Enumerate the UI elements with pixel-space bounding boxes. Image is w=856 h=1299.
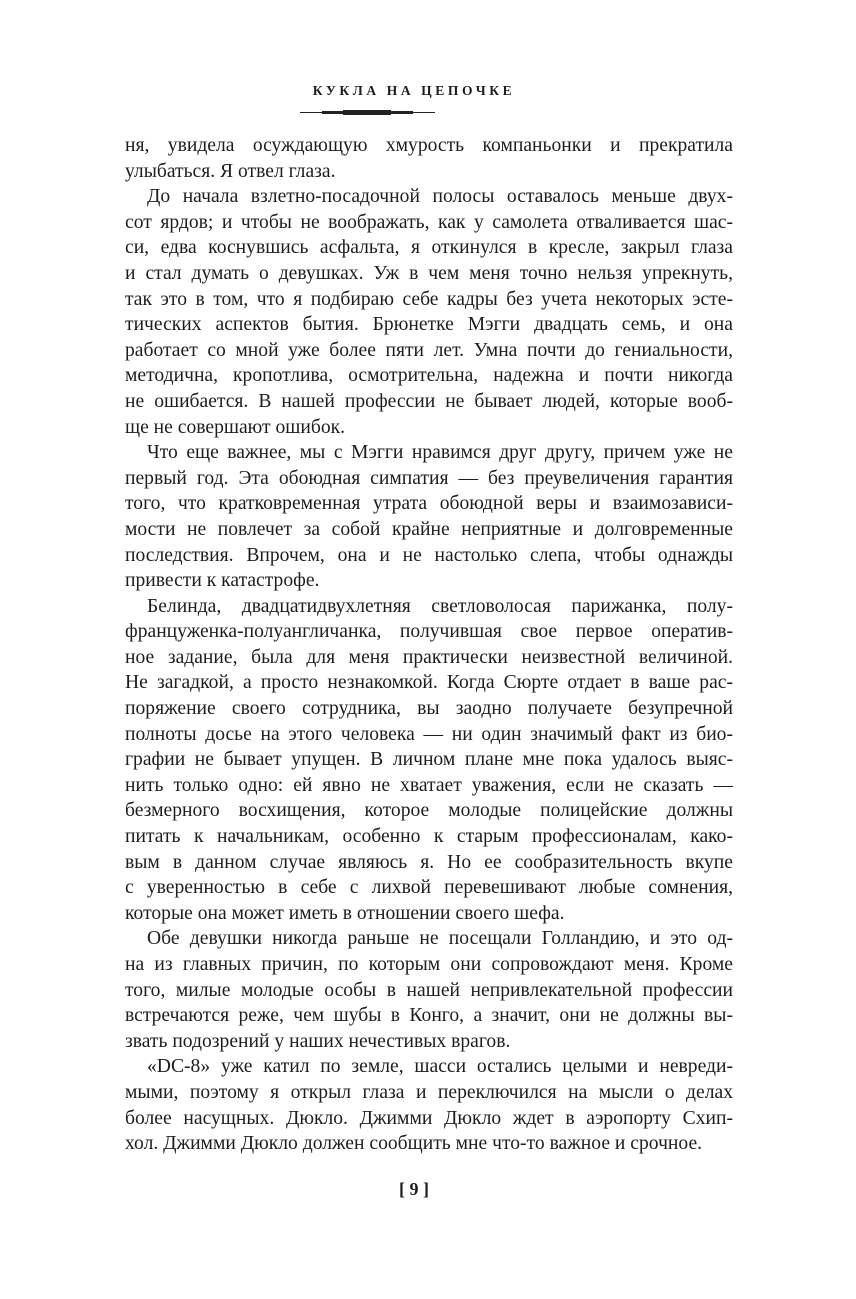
paragraph: [125, 1054, 733, 1156]
header-rule-core: [343, 110, 391, 115]
text-line: поряжение своего сотрудника, вы заодно получаете безупречной: [125, 698, 733, 720]
text-line: Что еще важнее, мы с Мэгги нравимся друг другу, причем уже не: [147, 442, 733, 464]
text-line: последствия. Впрочем, она и не настолько слепа, чтобы однажды: [125, 544, 733, 566]
text-line: звать подозрений у наших нечестивых врагов.: [125, 1030, 511, 1052]
text-line: тических аспектов бытия. Брюнетке Мэгги двадцать семь, и она: [125, 314, 733, 336]
text-line: ня, увидела осуждающую хмурость компаньонки и прекратила: [125, 135, 733, 156]
text-line: того, что кратковременная утрата обоюдной веры и взаимозависи-: [125, 493, 733, 515]
text-line: сот ярдов; и чтобы не воображать, как у самолета отваливается шас-: [125, 211, 733, 233]
text-line: так это в том, что я подбираю себе кадры без учета некоторых эсте-: [125, 288, 733, 310]
body-text: [125, 133, 733, 1157]
text-line: француженка-полуангличанка, получившая свое первое оператив-: [125, 621, 733, 643]
text-line: графии не бывает упущен. В личном плане мне пока удалось выяс-: [125, 749, 733, 771]
text-line: и стал думать о девушках. Уж в чем меня точно нельзя упрекнуть,: [125, 262, 733, 284]
paragraph: [125, 594, 733, 927]
text-line: До начала взлетно-посадочной полосы оставалось меньше двух-: [147, 186, 733, 208]
text-line: которые она может иметь в отношении своего шефа.: [125, 902, 565, 924]
text-line: Обе девушки никогда раньше не посещали Голландию, и это од-: [147, 928, 733, 950]
text-line: «DC-8» уже катил по земле, шасси остались целыми и невреди-: [147, 1056, 733, 1078]
text-line: нить только одно: ей явно не хватает уважения, если не сказать —: [125, 774, 733, 796]
text-line: встречаются реже, чем шубы в Конго, а значит, они не должны вы-: [125, 1005, 733, 1027]
text-line: безмерного восхищения, которое молодые полицейские должны: [125, 800, 733, 822]
text-line: ное задание, была для меня практически неизвестной величиной.: [125, 646, 733, 668]
text-line: си, едва коснувшись асфальта, я откинулся в кресле, закрыл глаза: [125, 237, 733, 259]
text-line: привести к катастрофе.: [125, 570, 320, 592]
text-line: мости не повлечет за собой крайне неприятные и долговременные: [125, 518, 733, 540]
text-line: того, милые молодые особы в нашей непривлекательной профессии: [125, 979, 733, 1001]
text-line: мыми, поэтому я открыл глаза и переключился на мысли о делах: [125, 1081, 733, 1103]
page-number: [ 9 ]: [399, 1179, 429, 1199]
text-line: более насущных. Дюкло. Джимми Дюкло ждет в аэропорту Схип-: [125, 1107, 733, 1129]
paragraph: [125, 184, 733, 440]
paragraph: [125, 440, 733, 594]
text-line: питать к начальникам, особенно к старым профессионалам, како-: [125, 826, 733, 848]
text-line: Не загадкой, а просто незнакомкой. Когда Сюрте отдает в ваше рас-: [125, 672, 733, 694]
paragraph: [125, 926, 733, 1054]
text-line: хол. Джимми Дюкло должен сообщить мне что-то важное и срочное.: [125, 1133, 703, 1155]
text-line: методична, кропотлива, осмотрительна, надежна и почти никогда: [125, 365, 733, 387]
text-line: с уверенностью в себе с лихвой перевешивают любые сомнения,: [125, 877, 733, 899]
text-line: первый год. Эта обоюдная симпатия — без преувеличения гарантия: [125, 467, 733, 489]
text-line: ще не совершают ошибок.: [125, 416, 346, 438]
text-line: работает со мной уже более пяти лет. Умна почти до гениальности,: [125, 339, 733, 361]
text-line: полноты досье на этого человека — ни один значимый факт из био-: [125, 723, 733, 745]
text-line: вым в данном случае являюсь я. Но ее сообразительность вкупе: [125, 851, 733, 873]
text-line: не ошибается. В нашей профессии не бывает людей, которые вооб-: [125, 390, 733, 412]
running-head: КУКЛА НА ЦЕПОЧКЕ: [312, 83, 516, 98]
text-line: улыбаться. Я отвел глаза.: [125, 160, 336, 182]
text-line: на из главных причин, по которым они сопровождают меня. Кроме: [125, 954, 733, 975]
text-line: Белинда, двадцатидвухлетняя светловолосая парижанка, полу-: [147, 595, 733, 617]
paragraph: [125, 133, 733, 184]
